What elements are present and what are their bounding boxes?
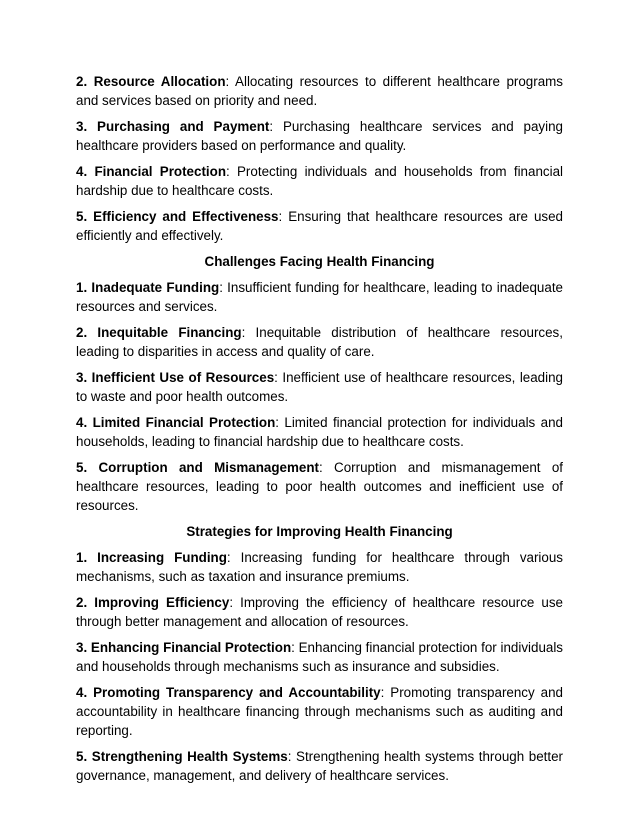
- paragraph-transparency: [76, 683, 563, 740]
- paragraph-purchasing-payment: [76, 117, 563, 155]
- item-title: 5. Efficiency and Effectiveness: [76, 209, 279, 224]
- challenges-heading: Challenges Facing Health Financing: [204, 254, 435, 269]
- item-title: 1. Increasing Funding: [76, 550, 227, 565]
- item-text: : Protecting individuals and households from financial hardship due to healthcare costs.: [76, 164, 563, 198]
- item-title: 5. Corruption and Mismanagement: [76, 460, 320, 475]
- paragraph-efficiency-effectiveness: [76, 207, 563, 245]
- paragraph-limited-protection: [76, 413, 563, 451]
- item-text: : Ensuring that healthcare resources are used efficiently and effectively.: [76, 209, 564, 243]
- item-title: 2. Improving Efficiency: [76, 595, 230, 610]
- paragraph-inequitable-financing: [76, 323, 563, 361]
- item-title: 4. Limited Financial Protection: [76, 415, 276, 430]
- item-text: : Allocating resources to different healthcare programs and services based on priority and need.: [76, 74, 563, 108]
- strategies-heading: Strategies for Improving Health Financing: [186, 524, 453, 539]
- item-title: 2. Inequitable Financing: [76, 325, 242, 340]
- item-title: 1. Inadequate Funding: [76, 280, 220, 295]
- item-title: 3. Inefficient Use of Resources: [76, 370, 275, 385]
- item-text: : Enhancing financial protection for individuals and households through mechanisms such as insurance and subsidies.: [76, 640, 564, 674]
- item-text: : Corruption and mismanagement of healthcare resources, leading to poor health outcomes and inefficient use of resources.: [76, 460, 563, 513]
- item-title: 5. Strengthening Health Systems: [76, 749, 288, 764]
- paragraph-financial-protection: [76, 162, 563, 200]
- item-title: 2. Resource Allocation: [76, 74, 226, 89]
- paragraph-inadequate-funding: [76, 278, 563, 316]
- paragraph-enhancing-protection: [76, 638, 563, 676]
- item-text: : Limited financial protection for individuals and households, leading to financial hardship due to healthcare costs.: [76, 415, 563, 449]
- item-text: : Promoting transparency and accountability in healthcare financing through mechanisms such as auditing and reporting.: [76, 685, 563, 738]
- item-text: : Insufficient funding for healthcare, leading to inadequate resources and services.: [76, 280, 563, 314]
- item-title: 3. Enhancing Financial Protection: [76, 640, 292, 655]
- item-text: : Inequitable distribution of healthcare resources, leading to disparities in access and quality of care.: [76, 325, 563, 359]
- item-text: : Strengthening health systems through better governance, management, and delivery of healthcare services.: [76, 749, 564, 783]
- item-title: 4. Financial Protection: [76, 164, 226, 179]
- item-text: : Increasing funding for healthcare through various mechanisms, such as taxation and insurance premiums.: [76, 550, 564, 584]
- item-text: : Inefficient use of healthcare resources, leading to waste and poor health outcomes.: [76, 370, 564, 404]
- item-title: 3. Purchasing and Payment: [76, 119, 270, 134]
- paragraph-inefficient-use: [76, 368, 563, 406]
- item-text: : Improving the efficiency of healthcare resource use through better management and allocation of resources.: [76, 595, 564, 629]
- paragraph-strengthening-systems: [76, 747, 563, 785]
- paragraph-improving-efficiency: [76, 593, 563, 631]
- paragraph-increasing-funding: [76, 548, 563, 586]
- paragraph-resource-allocation: [76, 72, 563, 110]
- item-text: : Purchasing healthcare services and paying healthcare providers based on performance and quality.: [76, 119, 563, 153]
- paragraph-corruption: [76, 458, 563, 515]
- item-title: 4. Promoting Transparency and Accountability: [76, 685, 381, 700]
